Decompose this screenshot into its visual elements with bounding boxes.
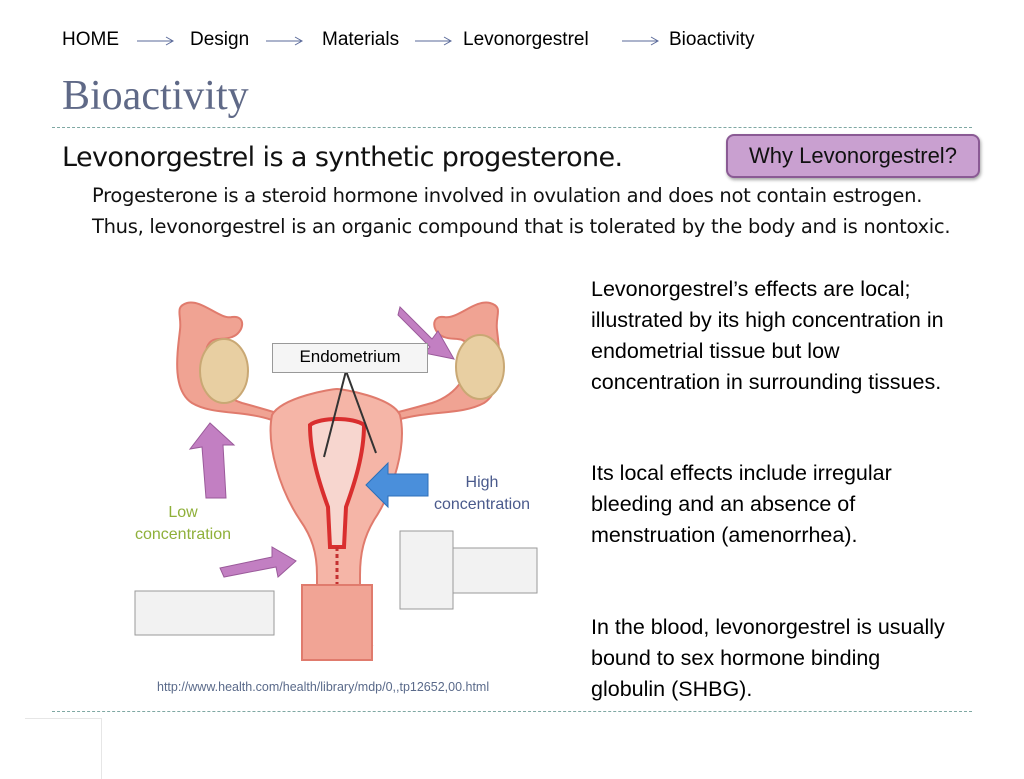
arrow-up-left-icon (190, 423, 234, 498)
breadcrumb-materials[interactable]: Materials (322, 29, 400, 50)
lead-description: Progesterone is a steroid hormone involved in ovulation and does not contain estrogen. Thus, levonorgestrel is an organic compound that is tolerated by the body and is nontoxic. (92, 184, 951, 238)
blank-label-box (400, 531, 453, 609)
left-ovary (200, 339, 248, 403)
right-ovary (456, 335, 504, 399)
breadcrumb-levonorgestrel[interactable]: Levonorgestrel (463, 29, 589, 50)
low-concentration-label: Low concentration (134, 504, 232, 543)
effects-paragraph: Levonorgestrel’s effects are local; illustrated by its high concentration in endometrial tissue but low concentration in surrounding tissues. (591, 277, 944, 394)
local-effects-paragraph: Its local effects include irregular bleeding and an absence of menstruation (amenorrhea). (591, 461, 892, 547)
divider-bottom (52, 711, 972, 712)
arrow-right-icon (265, 33, 305, 47)
arrow-right-icon (621, 33, 661, 47)
arrow-right-icon (136, 33, 176, 47)
arrow-right-icon (414, 33, 454, 47)
divider-top (52, 127, 972, 128)
vagina (302, 585, 372, 660)
arrow-right-low-icon (220, 547, 296, 577)
blank-label-box (135, 591, 274, 635)
source-link[interactable]: http://www.health.com/health/library/mdp/0,,tp12652,00.html (157, 680, 490, 694)
high-concentration-label: High concentration (433, 474, 531, 513)
page-title: Bioactivity (62, 73, 249, 119)
endometrium-label: Endometrium (272, 343, 428, 373)
lead-heading: Levonorgestrel is a synthetic progesterone. (62, 142, 623, 173)
blood-paragraph: In the blood, levonorgestrel is usually bound to sex hormone binding globulin (SHBG). (591, 615, 945, 701)
breadcrumb-design[interactable]: Design (190, 29, 250, 50)
breadcrumb-home[interactable]: HOME (62, 29, 119, 50)
blank-label-box (453, 548, 537, 593)
why-levonorgestrel-button[interactable]: Why Levonorgestrel? (726, 134, 980, 178)
breadcrumb-bioactivity[interactable]: Bioactivity (669, 29, 755, 50)
corner-box (25, 718, 102, 779)
